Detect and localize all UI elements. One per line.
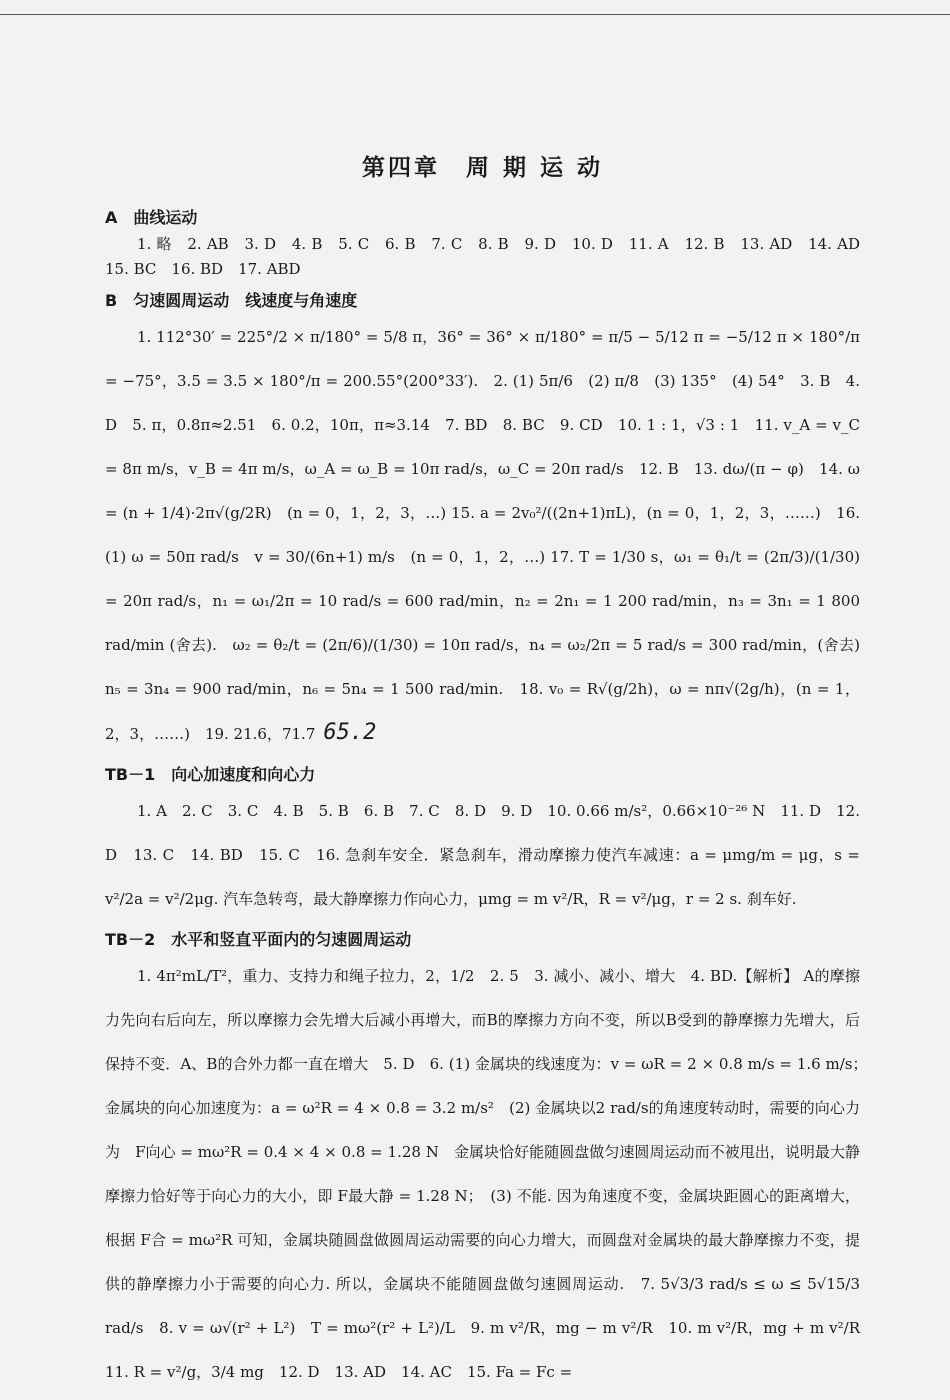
section-heading: A 曲线运动 [105,208,198,227]
section-b [105,288,860,756]
page-top-border [0,0,950,15]
section-heading: B 匀速圆周运动 线速度与角速度 [105,291,358,310]
answer-text: 1. 112°30′ = 225°/2 × π/180° = 5/8 π，36° = 36° × π/180° = π/5 − 5/12 π = −5/12 π × 180°/π = −75°，3.5 = 3.5 × 180°/π = 200.55°(200°33′). 2. (1) 5π/6 (2) π/8 (3) 135° (4) 54° 3. B 4. D 5. π，0.8π≈2.51 6. 0.2，10π，π≈3.14 7. BD 8. BC 9. CD 10. 1 : 1，√3 : 1 11. v_A = v_C = 8π m/s，v_B = 4π m/s，ω_A = ω_B = 10π rad/s，ω_C = 20π rad/s 12. B 13. dω/(π − φ) 14. ω = (n + 1/4)·2π√(g/2R) (n = 0，1，2，3，…) 15. a = 2v₀²/((2n+1)πL)，(n = 0，1，2，3，……) 16. (1) ω = 50π rad/s v = 30/(6n+1) m/s (n = 0，1，2，…) 17. T = 1/30 s，ω₁ = θ₁/t = (2π/3)/(1/30) = 20π rad/s，n₁ = ω₁/2π = 10 rad/s = 600 rad/min，n₂ = 2n₁ = 1 200 rad/min，n₃ = 3n₁ = 1 800 rad/min (舍去). ω₂ = θ₂/t = (2π/6)/(1/30) = 10π rad/s，n₄ = ω₂/2π = 5 rad/s = 300 rad/min，(舍去) n₅ = 3n₄ = 900 rad/min，n₆ = 5n₄ = 1 500 rad/min. 18. v₀ = R√(g/2h)，ω = nπ√(2g/h)，(n = 1，2，3，……) 19. 21.6，71.7 [105,328,860,743]
section-heading: TB－1 向心加速度和向心力 [105,765,316,784]
handwritten-note: 65.2 [323,720,377,745]
answer-paragraph: 1. 略 2. AB 3. D 4. B 5. C 6. B 7. C 8. B 9. D 10. D 11. A 12. B 13. AD 14. AD 15. BC 16. BD 17. ABD [105,235,876,278]
answer-paragraph: 1. 4π²mL/T²，重力、支持力和绳子拉力，2，1/2 2. 5 3. 减小、减小、增大 4. BD.【解析】 A的摩擦力先向右后向左，所以摩擦力会先增大后减小再增大，而B的摩擦力方向不变，所以B受到的静摩擦力先增大，后保持不变．A、B的合外力都一直在增大 5. D 6. (1) 金属块的线速度为：v = ωR = 2 × 0.8 m/s = 1.6 m/s； 金属块的向心加速度为：a = ω²R = 4 × 0.8 = 3.2 m/s² (2) 金属块以2 rad/s的角速度转动时，需要的向心力为 F向心 = mω²R = 0.4 × 4 × 0.8 = 1.28 N 金属块恰好能随圆盘做匀速圆周运动而不被甩出，说明最大静摩擦力恰好等于向心力的大小，即 F最大静 = 1.28 N； (3) 不能. 因为角速度不变，金属块距圆心的距离增大，根据 F合 = mω²R 可知，金属块随圆盘做圆周运动需要的向心力增大，而圆盘对金属块的最大静摩擦力不变，提供的静摩擦力小于需要的向心力. 所以，金属块不能随圆盘做匀速圆周运动. 7. 5√3/3 rad/s ≤ ω ≤ 5√15/3 rad/s 8. v = ω√(r² + L²) T = mω²(r² + L²)/L 9. m v²/R，mg − m v²/R 10. m v²/R，mg + m v²/R 11. R = v²/g，3/4 mg 12. D 13. AD 14. AC 15. Fa = Fc = [105,967,876,1381]
section-heading: TB－2 水平和竖直平面内的匀速圆周运动 [105,930,412,949]
section-tb1 [105,762,860,921]
section-tb2 [105,927,876,1394]
answer-paragraph [105,315,860,756]
chapter-title: 第四章 周 期 运 动 [361,155,604,181]
answer-paragraph: 1. A 2. C 3. C 4. B 5. B 6. B 7. C 8. D 9. D 10. 0.66 m/s²，0.66×10⁻²⁶ N 11. D 12. D 13. C 14. BD 15. C 16. 急刹车安全．紧急刹车，滑动摩擦力使汽车减速：a = μmg/m = μg，s = v²/2a = v²/2μg. 汽车急转弯，最大静摩擦力作向心力，μmg = m v²/R，R = v²/μg，r = 2 s. 刹车好. [105,802,860,908]
section-a [105,205,876,282]
answer-page [105,150,876,1400]
